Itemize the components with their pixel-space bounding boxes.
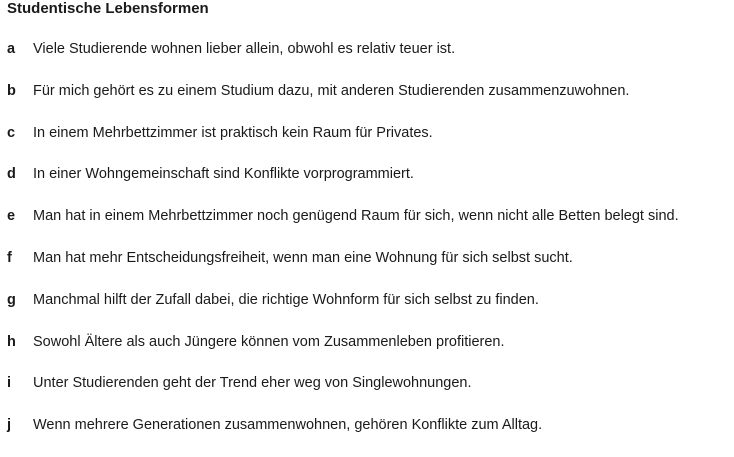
- list-item: [0, 415, 734, 457]
- item-text: Für mich gehört es zu einem Studium dazu, mit anderen Studierenden zusammenzuwohnen.: [33, 82, 630, 99]
- item-letter: c: [7, 124, 16, 141]
- item-text: In einem Mehrbettzimmer ist praktisch kein Raum für Privates.: [33, 124, 433, 141]
- item-letter: f: [7, 249, 12, 266]
- item-letter: e: [7, 208, 16, 225]
- item-text: Man hat in einem Mehrbettzimmer noch genügend Raum für sich, wenn nicht alle Betten belegt sind.: [33, 208, 679, 225]
- item-text: Sowohl Ältere als auch Jüngere können vom Zusammenleben profitieren.: [33, 333, 505, 350]
- item-letter: d: [7, 166, 16, 183]
- item-letter: g: [7, 291, 16, 308]
- list-item: [0, 373, 734, 415]
- item-letter: h: [7, 333, 16, 350]
- item-letter: j: [7, 417, 12, 434]
- list-item: [0, 81, 734, 123]
- statement-list: [0, 39, 734, 457]
- list-item: [0, 248, 734, 290]
- item-text: In einer Wohngemeinschaft sind Konflikte vorprogrammiert.: [33, 166, 414, 183]
- item-text: Viele Studierende wohnen lieber allein, obwohl es relativ teuer ist.: [33, 41, 456, 57]
- list-item: [0, 332, 734, 374]
- list-item: [0, 123, 734, 165]
- list-item: [0, 39, 734, 81]
- item-letter: i: [7, 375, 12, 392]
- list-item: [0, 206, 734, 248]
- item-text: Wenn mehrere Generationen zusammenwohnen, gehören Konflikte zum Alltag.: [33, 417, 543, 434]
- item-text: Unter Studierenden geht der Trend eher weg von Singlewohnungen.: [33, 375, 472, 392]
- item-letter: b: [7, 82, 16, 99]
- item-text: Manchmal hilft der Zufall dabei, die richtige Wohnform für sich selbst zu finden.: [33, 291, 539, 308]
- item-text: Man hat mehr Entscheidungsfreiheit, wenn man eine Wohnung für sich selbst sucht.: [33, 249, 573, 266]
- list-item: [0, 164, 734, 206]
- list-item: [0, 290, 734, 332]
- item-letter: a: [7, 41, 16, 57]
- page-title: Studentische Lebensformen: [7, 0, 209, 17]
